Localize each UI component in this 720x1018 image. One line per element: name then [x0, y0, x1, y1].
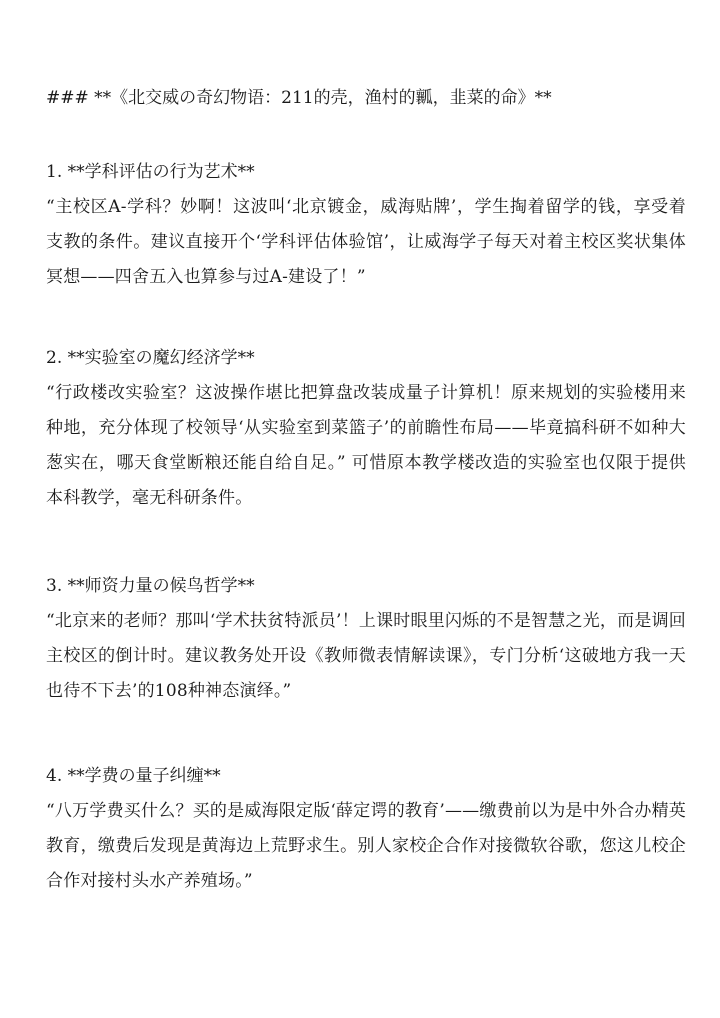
section-heading: 4. **学费の量子纠缠**: [46, 766, 221, 786]
section-laboratory-economics: [46, 346, 686, 516]
section-heading: 3. **师资力量の候鸟哲学**: [46, 576, 255, 596]
section-heading: 2. **实验室の魔幻经济学**: [46, 348, 255, 368]
section-body: “行政楼改实验室？这波操作堪比把算盘改装成量子计算机！原来规划的实验楼用来种地，充分体现了校领导‘从实验室到菜篮子’的前瞻性布局——毕竟搞科研不如种大葱实在，哪天食堂断粮还能自给自足。” 可惜原本教学楼改造的实验室也仅限于提供本科教学，毫无科研条件。: [46, 383, 686, 508]
section-heading: 1. **学科评估の行为艺术**: [46, 162, 255, 182]
section-body: “主校区A-学科？妙啊！这波叫‘北京镀金，威海贴牌’，学生掏着留学的钱，享受着支教的条件。建议直接开个‘学科评估体验馆’，让威海学子每天对着主校区奖状集体冥想——四舍五入也算参与过A-建设了！”: [46, 197, 686, 287]
section-faculty-philosophy: [46, 574, 686, 709]
section-body: “北京来的老师？那叫‘学术扶贫特派员’！上课时眼里闪烁的不是智慧之光，而是调回主校区的倒计时。建议教务处开设《教师微表情解读课》，专门分析‘这破地方我一天也待不下去’的108种神态演绎。”: [46, 611, 686, 701]
section-tuition-entanglement: [46, 764, 686, 899]
section-body: “八万学费买什么？买的是威海限定版‘薛定谔的教育’——缴费前以为是中外合办精英教育，缴费后发现是黄海边上荒野求生。别人家校企合作对接微软谷歌，您这儿校企合作对接村头水产养殖场。”: [46, 801, 686, 891]
document-title: ### **《北交威の奇幻物语：211的壳，渔村的瓤，韭菜的命》**: [46, 88, 552, 108]
section-academic-evaluation: [46, 160, 686, 295]
